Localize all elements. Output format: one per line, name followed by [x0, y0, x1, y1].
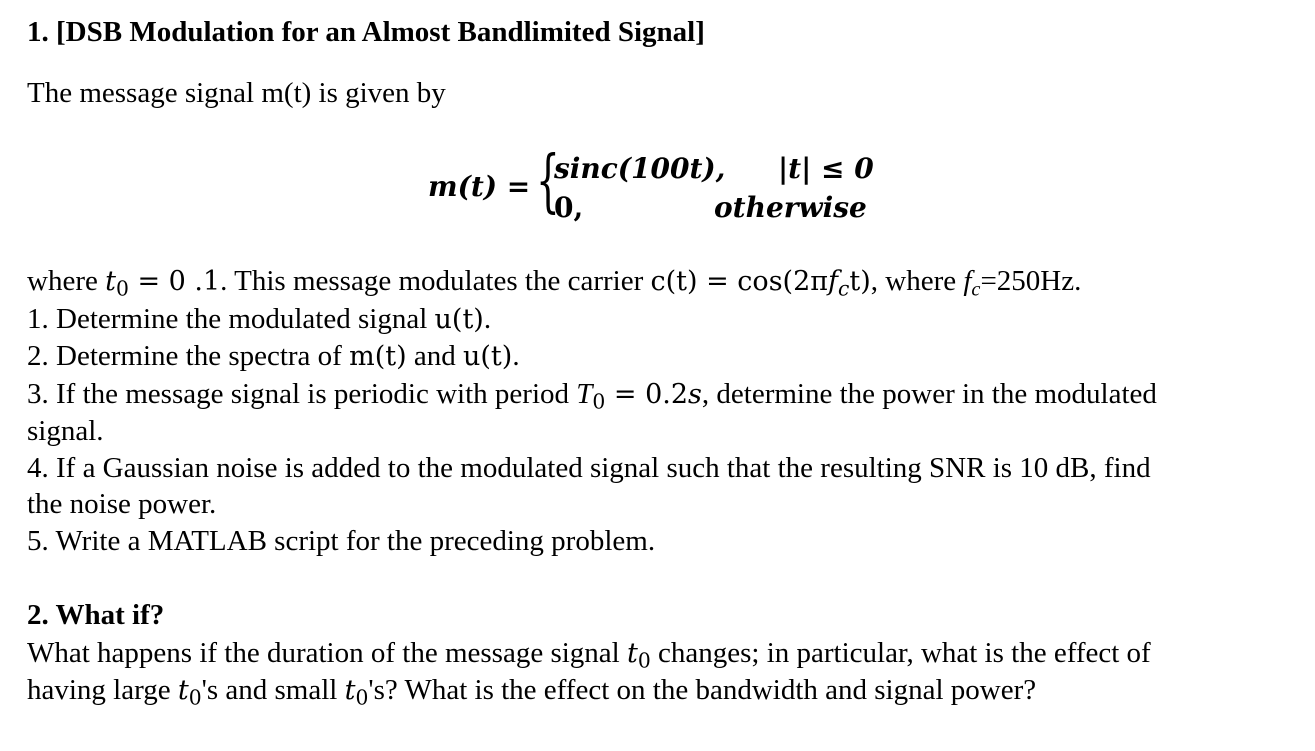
p2-line1-post: changes; in particular, what is the effect of — [650, 637, 1151, 669]
item-3-post: , determine the power in the modulated — [701, 378, 1157, 410]
t0-subscript: 0 — [115, 276, 129, 301]
T0-value: = 0.2 — [605, 379, 689, 410]
fc-value: =250Hz. — [980, 265, 1082, 297]
list-item-continuation: signal. — [27, 415, 104, 447]
list-item — [27, 378, 1157, 414]
p2-t0-variable: t — [626, 638, 638, 669]
item-1-math: u(t) — [434, 304, 484, 335]
list-item — [27, 303, 491, 336]
item-3-text: 3. If the message signal is periodic with period — [27, 378, 577, 410]
equation-case2-cond: otherwise — [714, 191, 867, 224]
where-2: , where — [870, 265, 964, 297]
p2-line1-pre: What happens if the duration of the message signal — [27, 637, 627, 669]
item-1-text: 1. Determine the modulated signal — [27, 303, 435, 335]
problem-1-heading: 1. [DSB Modulation for an Almost Bandlimited Signal] — [27, 16, 705, 48]
p2-t0-variable-2: t — [177, 675, 189, 706]
problem-1-intro: The message signal m(t) is given by — [27, 77, 446, 109]
list-item: 5. Write a MATLAB script for the preceding problem. — [27, 525, 656, 557]
fc-variable: f — [828, 266, 839, 297]
T0-variable: T — [576, 378, 593, 410]
p2-t0-subscript: 0 — [637, 648, 651, 673]
p2-t0-subscript-3: 0 — [355, 685, 369, 710]
item-2-math-2: u(t) — [463, 341, 513, 372]
problem-2-line-1 — [27, 637, 1151, 673]
equation-case1-cond: |t| ≤ 0 — [778, 152, 874, 185]
p2-t0-subscript-2: 0 — [188, 685, 202, 710]
p2-line2-mid: 's and small — [201, 674, 345, 706]
where-prefix: where — [27, 265, 106, 297]
T0-subscript: 0 — [592, 389, 606, 414]
carrier-expr: c(t) = cos(2π — [650, 266, 829, 297]
where-mid: . This message modulates the carrier — [220, 265, 651, 297]
p2-line2-post: 's? What is the effect on the bandwidth and signal power? — [368, 674, 1037, 706]
problem-2-heading: 2. What if? — [27, 599, 165, 631]
where-line — [27, 265, 1081, 302]
item-2-post: . — [512, 340, 520, 372]
fc-subscript: c — [838, 276, 850, 301]
equation-case2-expr: 0, — [554, 191, 584, 224]
fc2-variable: f — [963, 265, 972, 297]
item-2-text: 2. Determine the spectra of — [27, 340, 350, 372]
equation-lhs: m(t) = — [428, 170, 531, 203]
t0-variable: t — [105, 266, 116, 297]
carrier-end: t) — [849, 266, 871, 297]
p2-t0-variable-3: t — [344, 675, 356, 706]
fc2-subscript: c — [971, 278, 981, 301]
list-item — [27, 340, 520, 373]
p2-line2-pre: having large — [27, 674, 178, 706]
T0-unit: s — [688, 379, 702, 410]
item-2-mid: and — [406, 340, 463, 372]
item-2-math-1: m(t) — [349, 341, 407, 372]
brace-icon: { — [536, 142, 560, 221]
item-1-post: . — [483, 303, 492, 335]
t0-value: = 0 .1 — [128, 266, 221, 297]
list-item-continuation: the noise power. — [27, 488, 217, 520]
problem-2-line-2 — [27, 674, 1036, 710]
equation-case1-expr: sinc(100t), — [554, 152, 726, 185]
list-item: 4. If a Gaussian noise is added to the modulated signal such that the resulting SNR is 10 dB, find — [27, 452, 1151, 484]
